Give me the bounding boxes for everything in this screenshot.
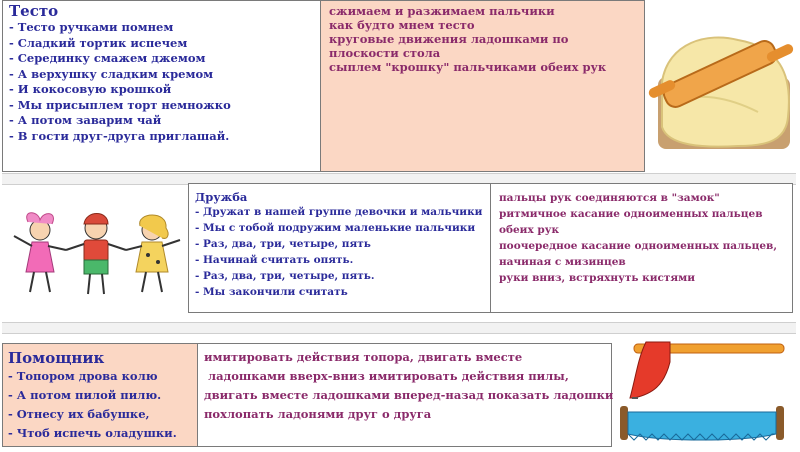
divider-band-2 bbox=[2, 322, 796, 334]
dough-action: сыплем "крошку" пальчиками обеих рук bbox=[329, 60, 607, 74]
dough-line: - А верхушку сладким кремом bbox=[9, 66, 214, 81]
friendship-line: - Начинай считать опять. bbox=[195, 254, 354, 266]
dough-line: - В гости друг-друга приглашай. bbox=[9, 128, 230, 143]
friendship-action: руки вниз, встряхнуть кистями bbox=[499, 272, 696, 284]
dough-poem-cell bbox=[3, 1, 321, 171]
friendship-line: - Раз, два, три, четыре, пять bbox=[195, 238, 371, 250]
friendship-action: поочередное касание одноименных пальцев, bbox=[499, 240, 777, 252]
helper-poem-cell bbox=[3, 344, 198, 446]
children-image bbox=[8, 200, 184, 300]
helper-action: ладошками вверх-вниз имитировать действия пилы, bbox=[204, 369, 569, 383]
helper-line: - Отнесу их бабушке, bbox=[8, 407, 150, 421]
helper-line: - А потом пилой пилю. bbox=[8, 388, 162, 402]
table-friendship bbox=[188, 183, 793, 313]
helper-actions-cell bbox=[198, 344, 614, 446]
table-dough bbox=[2, 0, 645, 172]
dough-line: - Серединку смажем джемом bbox=[9, 51, 206, 65]
dough-line: - Сладкий тортик испечем bbox=[9, 35, 188, 50]
helper-line: - Топором дрова колю bbox=[8, 369, 158, 383]
dough-line: - Тесто ручками помнем bbox=[9, 20, 174, 34]
helper-title: Помощник bbox=[8, 349, 105, 367]
friendship-line: - Мы закончили считать bbox=[195, 286, 348, 298]
table-helper bbox=[2, 343, 612, 447]
dough-action: как будто мнем тесто bbox=[329, 18, 475, 32]
friendship-poem-cell bbox=[189, 184, 491, 312]
helper-line: - Чтоб испечь оладушки. bbox=[8, 426, 177, 440]
dough-line: - И кокосовую крошкой bbox=[9, 82, 172, 96]
helper-action: имитировать действия топора, двигать вместе bbox=[204, 350, 523, 364]
friendship-action: ритмичное касание одноименных пальцев обеих рук bbox=[499, 208, 763, 236]
helper-action: двигать вместе ладошками вперед-назад показать ладошки bbox=[204, 388, 614, 402]
dough-title: Тесто bbox=[9, 2, 59, 20]
rolling-pin-image bbox=[648, 22, 796, 150]
helper-action: похлопать ладонями друг о друга bbox=[204, 407, 432, 421]
dough-action: круговые движения ладошками по плоскости стола bbox=[329, 32, 569, 60]
friendship-line: - Раз, два, три, четыре, пять. bbox=[195, 270, 375, 282]
friendship-line: - Мы с тобой подружим маленькие пальчики bbox=[195, 222, 476, 234]
friendship-action: начиная с мизинцев bbox=[499, 256, 626, 268]
friendship-line: - Дружат в нашей группе девочки и мальчики bbox=[195, 206, 483, 218]
friendship-actions-cell bbox=[491, 184, 792, 312]
friendship-action: пальцы рук соединяются в "замок" bbox=[499, 192, 720, 204]
dough-line: - Мы присыплем торт немножко bbox=[9, 97, 231, 112]
dough-line: - А потом заварим чай bbox=[9, 113, 162, 127]
dough-actions-cell bbox=[321, 1, 644, 171]
dough-action: сжимаем и разжимаем пальчики bbox=[329, 4, 555, 18]
axe-and-saw-image bbox=[612, 336, 792, 448]
friendship-title: Дружба bbox=[195, 190, 248, 204]
